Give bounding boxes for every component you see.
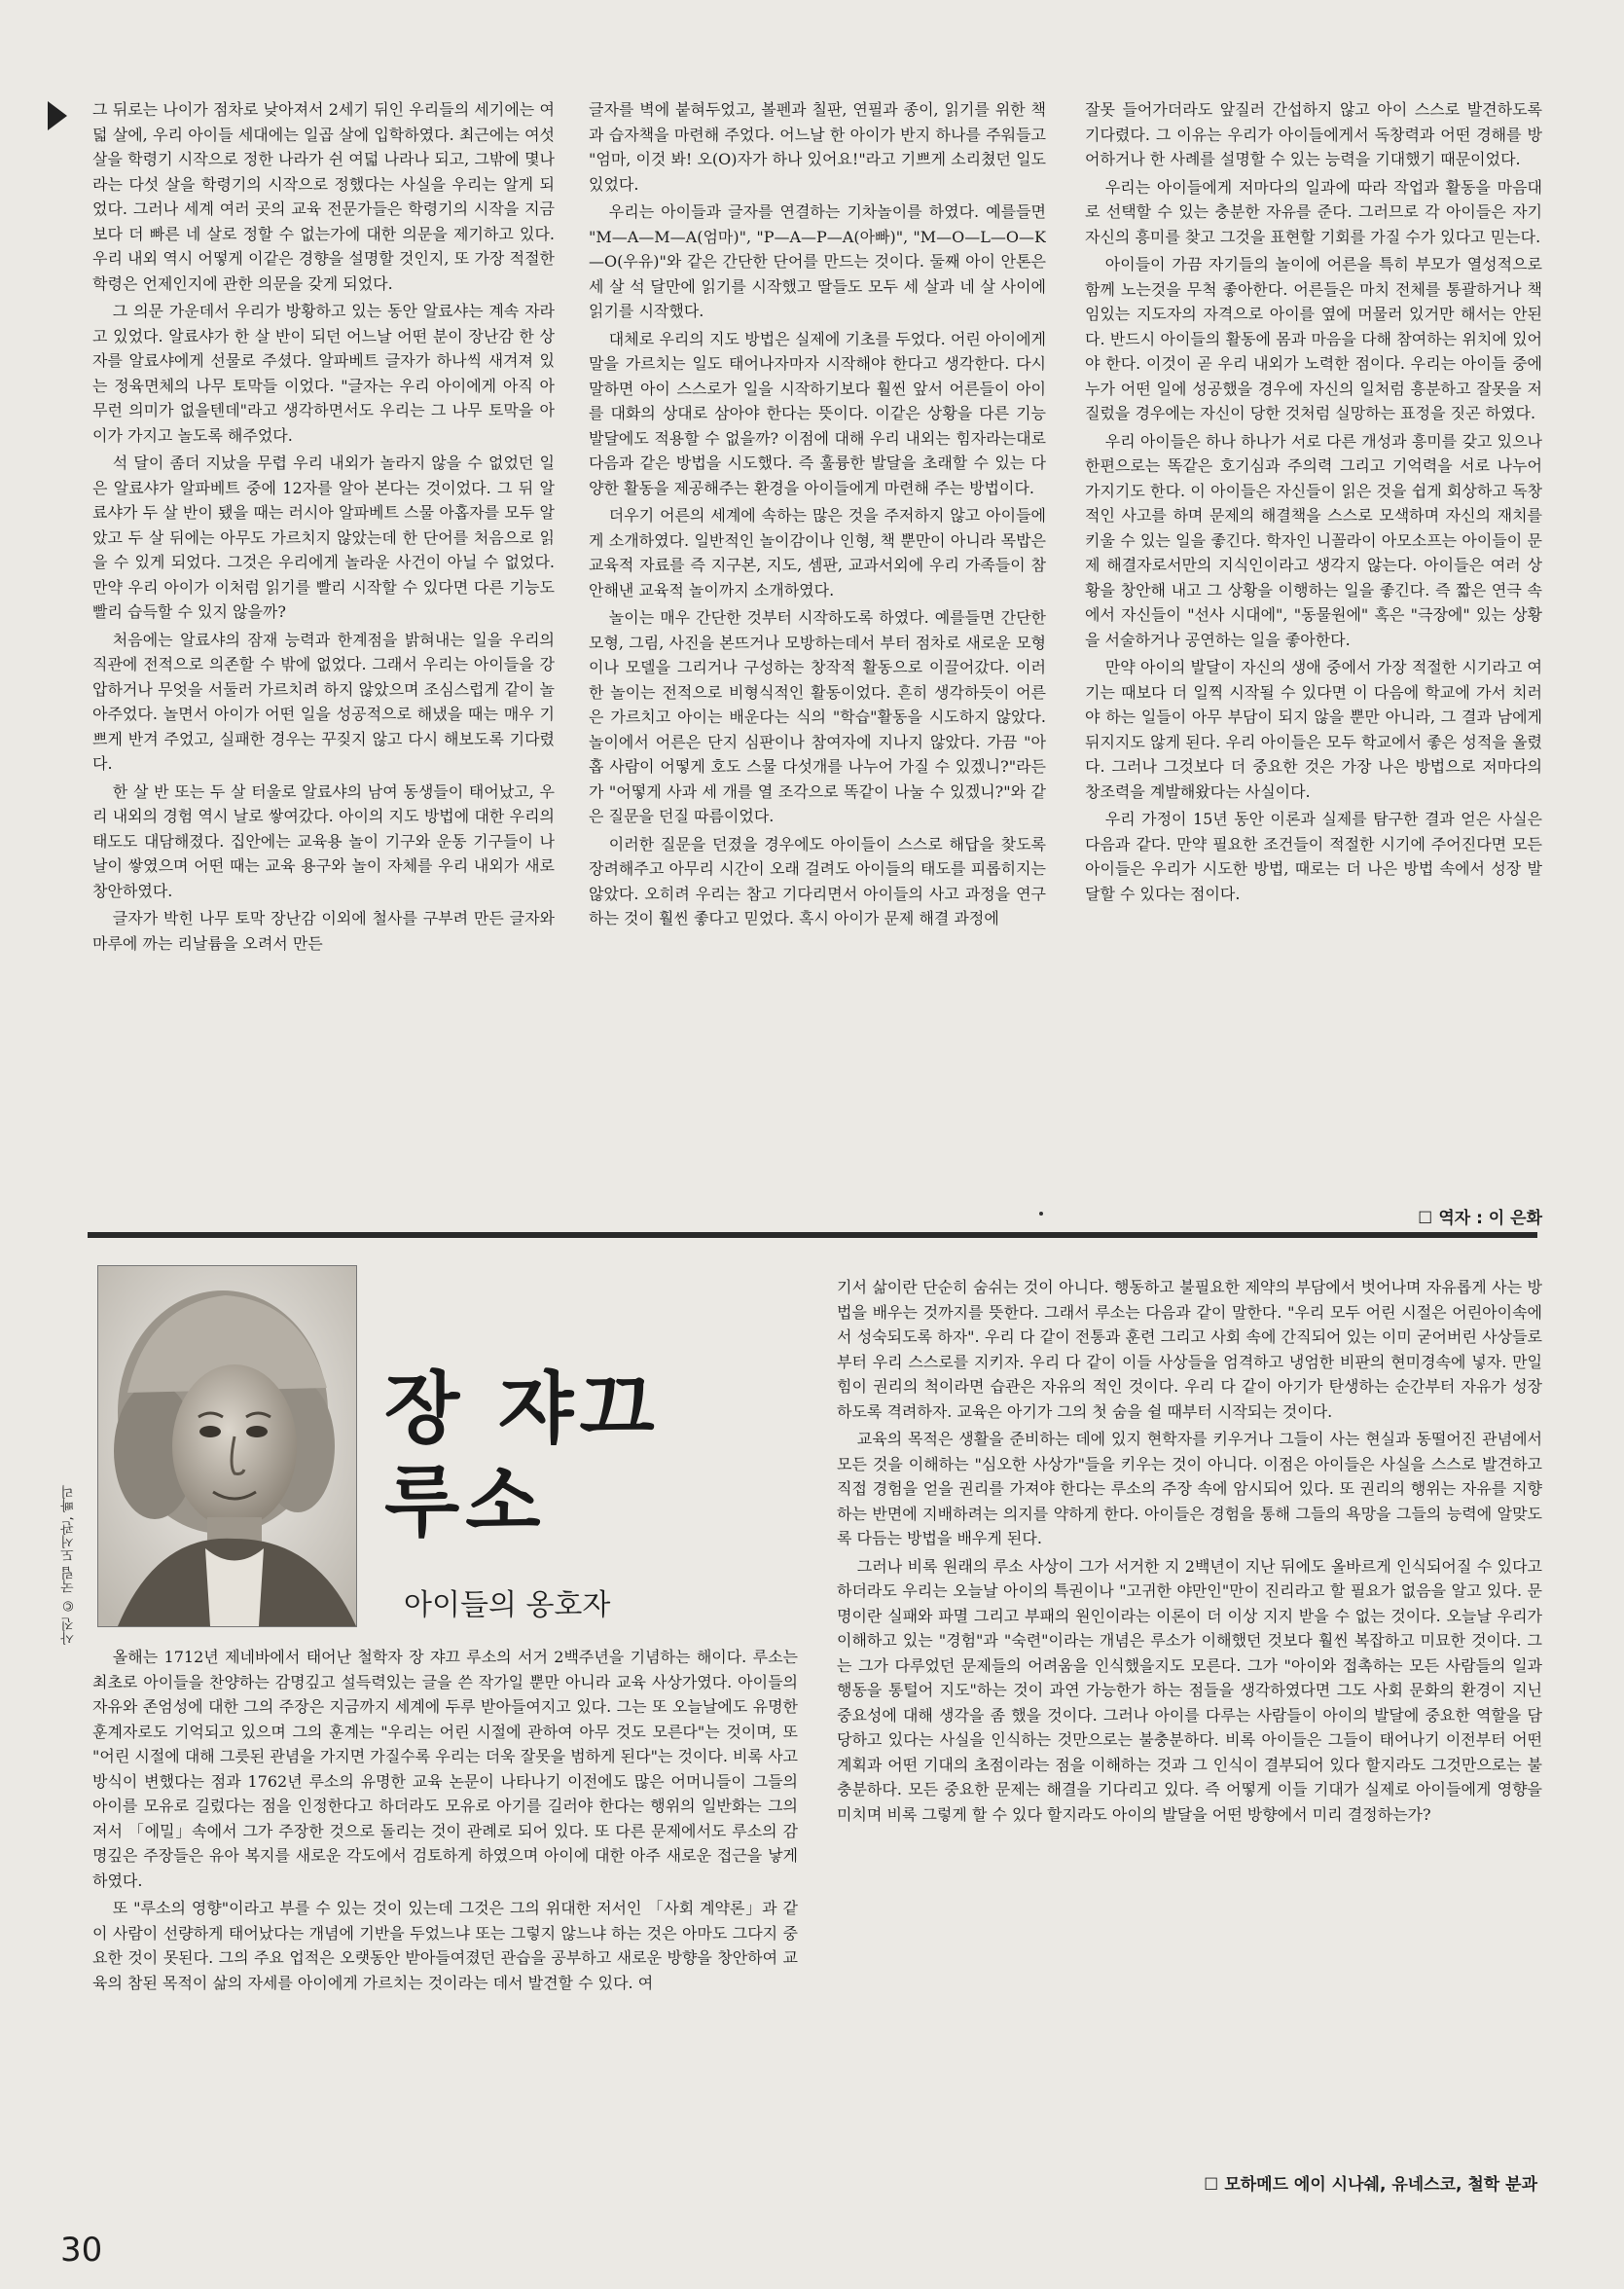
top-article-column-2 bbox=[589, 97, 1046, 1202]
paragraph: 올해는 1712년 제네바에서 태어난 철학자 장 쟈끄 루소의 서거 2백주년을 기념하는 해이다. 루소는 최초로 아이들을 찬양하는 감명깊고 설득력있는 글을 쓴 작가일 뿐만 아니라 교육 사상가였다. 아이들의 자유와 존엄성에 대한 그의 주장은 지금까지 세계에 두루 받아들여지고 있다. 그는 또 오늘날에도 유명한 훈계자로도 기억되고 있으며 그의 훈계는 "우리는 어린 시절에 관하여 아무 것도 모른다"는 것이며, 또 "어린 시절에 대해 그릇된 관념을 가지면 가질수록 우리는 더욱 잘못을 범하게 된다"는 것이다. 비록 사고 방식이 변했다는 점과 1762년 루소의 유명한 교육 논문이 나타나기 이전에도 많은 어머니들이 그들의 아이를 모유로 길렀다는 점을 인정한다고 하더라도 모유로 아기를 길러야 한다는 행위의 일반화는 그의 저서 「에밀」속에서 그가 주장한 것으로 돌리는 것이 관례로 되어 있다. 또 다른 문제에서도 루소의 감명깊은 주장들은 유아 복지를 새로운 각도에서 검토하게 하였으며 아이에 대한 아주 새로운 접근을 낳게 하였다. bbox=[92, 1648, 798, 1890]
paragraph: 교육의 목적은 생활을 준비하는 데에 있지 현학자를 키우거나 그들이 사는 현실과 동떨어진 관념에서 모든 것을 이해하는 "심오한 사상가"들을 키우는 것이 아니다. 이점은 아이들은 사실을 스스로 발견하고 직접 경험을 얻을 권리를 가져야 한다는 루소의 주장 속에 암시되어 있다. 또 권리의 행위는 자유를 지향하는 반면에 지배하려는 의지를 약하게 한다. 아이들은 경험을 통해 그들의 욕망을 그들의 능력에 알맞도록 다듬는 방법을 배우게 된다. bbox=[837, 1430, 1542, 1547]
paragraph: 아이들이 가끔 자기들의 놀이에 어른을 특히 부모가 열성적으로 함께 노는것을 무척 좋아한다. 어른들은 마치 전체를 통괄하거나 책임있는 지도자의 자격으로 아이를 옆에 머물러 있거만 해서는 안된다. 반드시 아이들의 활동에 몸과 마음을 다해 참여하는 위치에 있어야 한다. 이것이 곧 우리 내외가 노력한 점이다. 우리는 아이들 중에 누가 어떤 일에 성공했을 경우에 자신의 일처럼 흥분하고 잘못을 저질렀을 경우에는 자신이 당한 것처럼 실망하는 표정을 짓곤 하였다. bbox=[1085, 255, 1542, 422]
title-line-1: 장 쟈끄 bbox=[384, 1363, 661, 1454]
section-divider bbox=[88, 1232, 1537, 1238]
page-number: 30 bbox=[60, 2231, 103, 2270]
paragraph: 우리는 아이들에게 저마다의 일과에 따라 작업과 활동을 마음대로 선택할 수 있는 충분한 자유를 준다. 그러므로 각 아이들은 자기 자신의 흥미를 찾고 그것을 표현할 기회를 가질 수가 있다고 믿는다. bbox=[1085, 177, 1542, 246]
paragraph: 이러한 질문을 던졌을 경우에도 아이들이 스스로 해답을 찾도록 장려해주고 아무리 시간이 오래 걸려도 아이들의 태도를 피롭히지는 않았다. 오히려 우리는 참고 기다리면서 아이들의 사고 과정을 연구하는 것이 훨씬 좋다고 믿었다. 혹시 아이가 문제 해결 과정에 bbox=[589, 834, 1046, 927]
paragraph: 처음에는 알료샤의 잠재 능력과 한계점을 밝혀내는 일을 우리의 직관에 전적으로 의존할 수 밖에 없었다. 그래서 우리는 아이들을 강압하거나 무엇을 서둘러 가르치려 하지 않았으며 조심스럽게 같이 놀아주었다. 놀면서 아이가 어떤 일을 성공적으로 해냈을 때는 매우 기쁘게 반겨 주었고, 실패한 경우는 꾸짖지 않고 다시 해보도록 기다렸다. bbox=[92, 630, 555, 773]
paragraph: 놀이는 매우 간단한 것부터 시작하도록 하였다. 예를들면 간단한 모형, 그림, 사진을 본뜨거나 모방하는데서 부터 점차로 새로운 모형이나 모델을 그리거나 구성하는 창작적 활동으로 이끌어갔다. 이러한 놀이는 전적으로 비형식적인 활동이었다. 흔히 생각하듯이 어른은 가르치고 아이는 배운다는 식의 "학습"활동을 시도하지 않았다. 놀이에서 어른은 단지 심판이나 참여자에 지나지 않았다. 가끔 "아홉 사람이 어떻게 호도 스물 다섯개를 나누어 가질 수 있겠니?"라든가 "어떻게 사과 세 개를 열 조각으로 똑같이 나눌 수 있겠니?"와 같은 질문을 던질 따름이었다. bbox=[589, 608, 1046, 825]
paragraph: 한 살 반 또는 두 살 터울로 알료샤의 남여 동생들이 태어났고, 우리 내외의 경험 역시 날로 쌓여갔다. 아이의 지도 방법에 대한 우리의 태도도 대담해졌다. 집안에는 교육용 놀이 기구와 운동 기구들이 나날이 쌓였으며 어떤 때는 교육 용구와 놀이 자체를 우리 내외가 새로 창안하였다. bbox=[92, 781, 555, 900]
author-credit: ☐ 모하메드 에이 시나쉐, 유네스코, 철학 분과 bbox=[1204, 2175, 1537, 2195]
title-line-2: 루소 bbox=[384, 1457, 547, 1547]
paragraph: 그러나 비록 원래의 루소 사상이 그가 서거한 지 2백년이 지난 뒤에도 올바르게 인식되어질 수 있다고 하더라도 우리는 오늘날 아이의 특권이나 "고귀한 야만인"만이 진리라고 할 필요가 없음을 알고 있다. 문명이란 실패와 파멸 그리고 부패의 원인이라는 이론이 더 이상 지지 받을 수 없는 것이다. 오늘날 우리가 이해하고 있는 "경험"과 "숙련"이라는 개념은 루소가 이해했던 것보다 훨씬 복잡하고 미묘한 것이다. 그는 그가 다루었던 문제들의 어려움을 인식했을지도 모른다. 그가 "아이와 접촉하는 모든 사람들의 일과 행동을 통털어 지도"하는 것이 과연 가능한가 하는 점들을 생각하였다면 그도 사회 문화의 환경이 지닌 중요성에 대해 생각을 좀 했을 것이다. 그러나 아이를 다루는 사람들이 아이의 발달에 중요한 역할을 담당하고 있다는 사실을 인식하는 것만으로는 불충분하다. 비록 아이들은 그들이 태어나기 이전부터 어떤 계획과 어떤 기대의 초점이라는 점을 이해하는 것과 그 인식이 결부되어 있다 할지라도 그것만으로는 불충분하다. 모든 중요한 문제는 해결을 기다리고 있다. 즉 어떻게 이들 기대가 실제로 아이들에게 영향을 미치며 비록 그렇게 할 수 있다 할지라도 아이의 발달을 어떤 방향에서 미리 결정하는가? bbox=[837, 1556, 1542, 1824]
paragraph: 우리 아이들은 하나 하나가 서로 다른 개성과 흥미를 갖고 있으나 한편으로는 똑같은 호기심과 주의력 그리고 기억력을 서로 나누어 가지기도 한다. 이 아이들은 자신들이 읽은 것을 쉽게 회상하고 독창적인 사고를 하며 문제의 해결책을 스스로 모색하며 자신의 재치를 키울 수 있는 일을 좋긴다. 학자인 니꼴라이 아모소프는 아이들이 문제 해결자로서만의 지식인이라고 생각지 않는다. 아이들은 여러 상황을 창안해 내고 그 상황을 이행하는 일을 좋긴다. 즉 짧은 연극 속에서 자신들이 "선사 시대에", "동물원에" 혹은 "극장에" 있는 상황을 서술하거나 공연하는 일을 좋아한다. bbox=[1085, 431, 1542, 649]
top-article-column-3 bbox=[1085, 97, 1542, 1202]
paragraph: 잘못 들어가더라도 앞질러 간섭하지 않고 아이 스스로 발견하도록 기다렸다. 그 이유는 우리가 아이들에게서 독창력과 어떤 경해를 방어하거나 한 사례를 설명할 수 있는 능력을 기대했기 때문이었다. bbox=[1085, 100, 1542, 168]
paragraph: 기서 삶이란 단순히 숨쉬는 것이 아니다. 행동하고 불필요한 제약의 부담에서 벗어나며 자유롭게 사는 방법을 배우는 것까지를 뜻한다. 그래서 루소는 다음과 같이 말한다. "우리 모두 어린 시절은 어린아이속에서 성숙되도록 하자". 우리 다 같이 전통과 훈련 그리고 사회 속에 간직되어 있는 이미 굳어버린 사상들로부터 우리 스스로를 지키자. 우리 다 같이 이들 사상들을 엄격하고 냉엄한 비판의 현미경속에 넣자. 만일 힘이 권리의 척이라면 습관은 자유의 적인 것이다. 우리 다 같이 아기가 탄생하는 순간부터 자유가 성장하도록 격려하자. 교육은 아기가 그의 첫 숨을 쉴 때부터 시작되는 것이다. bbox=[837, 1278, 1542, 1421]
paragraph: 더우기 어른의 세계에 속하는 많은 것을 주저하지 않고 아이들에게 소개하였다. 일반적인 놀이감이나 인형, 책 뿐만이 아니라 목밥은 교육적 자료를 즉 지구본, 지도, 셈판, 교과서외에 우리 가족들이 참안해낸 교육적 놀이까지 소개하였다. bbox=[589, 506, 1046, 600]
rousseau-portrait bbox=[97, 1265, 357, 1627]
paragraph: 우리 가정이 15년 동안 이론과 실제를 탐구한 결과 얻은 사실은 다음과 같다. 만약 필요한 조건들이 적절한 시기에 주어진다면 모든 아이들은 우리가 시도한 방법, 때로는 더 나은 방법 속에서 성장 발달할 수 있다는 점이다. bbox=[1085, 810, 1542, 903]
paragraph: 만약 아이의 발달이 자신의 생애 중에서 가장 적절한 시기라고 여기는 때보다 더 일찍 시작될 수 있다면 이 다음에 학교에 가서 치러야 하는 일들이 아무 부담이 되지 않을 뿐만 아니라, 그 결과 남에게 뒤지지도 않게 된다. 우리 아이들은 모두 학교에서 좋은 성적을 올렸다. 그러나 그것보다 더 중요한 것은 가장 나은 방법으로 저마다의 창조력을 계발해왔다는 사실이다. bbox=[1085, 658, 1542, 801]
paragraph: 글자가 박힌 나무 토막 장난감 이외에 철사를 구부려 만든 글자와 마루에 까는 리날륨을 오려서 만든 bbox=[92, 909, 555, 953]
rousseau-article-left-column bbox=[92, 1645, 798, 2209]
paragraph: 석 달이 좀더 지났을 무렵 우리 내외가 놀라지 않을 수 없었던 일은 알료샤가 알파베트 중에 12자를 알아 본다는 것이었다. 그 뒤 알료샤가 두 살 반이 됐을 때는 러시아 알파베트 스물 아홉자를 모두 알았고 두 살 뒤에는 아무도 가르치지 않았는데 한 단어를 처음으로 읽을 수 있게 되었다. 그것은 우리에게 놀라운 사건이 아닐 수 없었다. 만약 우리 아이가 이처럼 읽기를 빨리 시작할 수 있다면 다른 기능도 빨리 습득할 수 있지 않을까? bbox=[92, 454, 555, 621]
paragraph: 글자를 벽에 붙혀두었고, 볼펜과 칠판, 연필과 종이, 읽기를 위한 책과 습자책을 마련해 주었다. 어느날 한 아이가 반지 하나를 주워들고 "엄마, 이것 봐! 오(O)자가 하나 있어요!"라고 기쁘게 소리쳤던 일도 있었다. bbox=[589, 100, 1046, 194]
article-continuation-marker-icon bbox=[48, 101, 67, 130]
article-title bbox=[384, 1362, 793, 1549]
top-article-column-1 bbox=[92, 97, 555, 1202]
photo-credit: 사진 © 국립 도서관, 빠리 bbox=[60, 1484, 76, 1645]
translator-credit: ☐ 역자 : 이 은화 bbox=[1418, 1209, 1542, 1228]
paragraph: 우리는 아이들과 글자를 연결하는 기차놀이를 하였다. 예를들면 "M—A—M—A(엄마)", "P—A—P—A(아빠)", "M—O—L—O—K—O(우유)"와 같은 간단한 단어를 만드는 것이다. 둘째 아이 안톤은 세 살 석 달만에 읽기를 시작했고 딸들도 모두 세 살과 네 살 사이에 읽기를 시작했다. bbox=[589, 202, 1046, 320]
paragraph: 그 의문 가운데서 우리가 방황하고 있는 동안 알료샤는 계속 자라고 있었다. 알료샤가 한 살 반이 되던 어느날 어떤 분이 장난감 한 상자를 알료샤에게 선물로 주셨다. 알파베트 글자가 하나씩 새겨져 있는 정육면체의 나무 토막들 이었다. "글자는 우리 아이에게 아직 아무런 의미가 없을텐데"라고 생각하면서도 우리는 그 나무 토막을 아이가 가지고 놀도록 해주었다. bbox=[92, 302, 555, 445]
paragraph: 또 "루소의 영향"이라고 부를 수 있는 것이 있는데 그것은 그의 위대한 저서인 「사회 계약론」과 같이 사람이 선량하게 태어났다는 개념에 기반을 두었느냐 또는 그렇지 않느냐 하는 것은 아마도 그다지 중요한 것이 못된다. 그의 주요 업적은 오랫동안 받아들여졌던 관습을 공부하고 새로운 방향을 창안하여 교육의 참된 목적이 삶의 자세를 아이에게 가르치는 것이라는 데서 발견할 수 있다. 여 bbox=[92, 1899, 798, 1992]
rousseau-article-right-column bbox=[837, 1275, 1542, 2165]
portrait-illustration-icon bbox=[98, 1266, 356, 1626]
paragraph: 그 뒤로는 나이가 점차로 낮아져서 2세기 뒤인 우리들의 세기에는 여덟 살에, 우리 아이들 세대에는 일곱 살에 입학하였다. 최근에는 여섯 살을 학령기 시작으로 정한 나라가 쉰 여덟 나라나 되고, 그밖에 몇나라는 다섯 살을 학령기의 시작으로 정했다는 사실을 우리는 알게 되었다. 그러나 세계 여러 곳의 교육 전문가들은 학령기의 시작을 지금보다 더 빠른 네 살로 정할 수 없는가에 대한 의문을 제기하고 있다. 우리 내외 역시 어떻게 이같은 경향을 설명할 것인지, 또 가장 적절한 학령은 언제인지에 관한 의문을 갖게 되었다. bbox=[92, 100, 555, 293]
paragraph: 대체로 우리의 지도 방법은 실제에 기초를 두었다. 어린 아이에게 말을 가르치는 일도 태어나자마자 시작해야 한다고 생각한다. 다시 말하면 아이 스스로가 일을 시작하기보다 훨씬 앞서 어른들이 아이를 대화의 상대로 삼아야 한다는 뜻이다. 이같은 상황을 다른 기능 발달에도 적용할 수 없을까? 이점에 대해 우리 내외는 힘자라는대로 다음과 같은 방법을 시도했다. 즉 훌륭한 발달을 초래할 수 있는 다양한 활동을 제공해주는 환경을 아이들에게 마련해 주는 방법이다. bbox=[589, 329, 1046, 497]
article-subtitle: 아이들의 옹호자 bbox=[404, 1588, 611, 1622]
print-dot bbox=[1039, 1212, 1043, 1216]
